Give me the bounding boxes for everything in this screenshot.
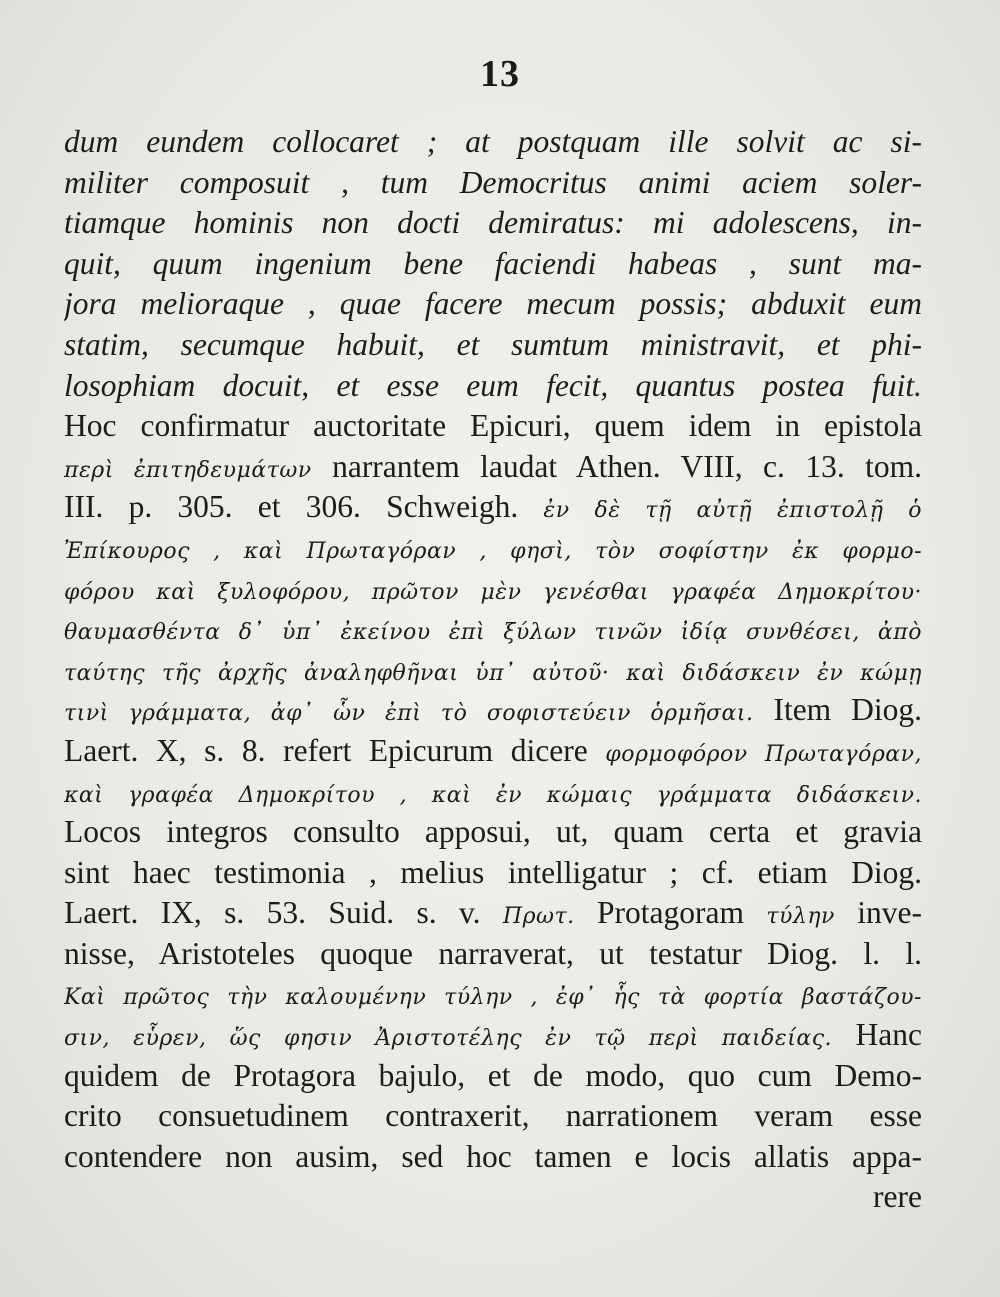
italic-text: statim, secumque habuit, et sumtum ministravit, et phi- bbox=[64, 326, 922, 362]
roman-text: Locos integros consulto apposui, ut, quam certa et gravia bbox=[64, 814, 922, 850]
text-line bbox=[64, 1015, 922, 1056]
greek-text: ἐν δὲ τῇ αὐτῇ ἐπιστολῇ ὁ bbox=[543, 498, 922, 524]
italic-text: losophiam docuit, et esse eum fecit, quantus postea fuit. bbox=[64, 367, 922, 403]
roman-text: III. p. 305. et 306. Schweigh. bbox=[64, 489, 544, 525]
text-line bbox=[64, 325, 922, 366]
text-line bbox=[64, 122, 922, 163]
italic-text: militer composuit , tum Democritus animi aciem soler- bbox=[64, 164, 922, 200]
greek-text: Πρωτ. bbox=[502, 904, 575, 930]
greek-text: Ἐπίκουρος , καὶ Πρωταγόραν , φησὶ, τὸν σοφίστην ἐκ φορμο- bbox=[64, 538, 922, 564]
roman-text: nisse, Aristoteles quoque narraverat, ut testatur Diog. l. l. bbox=[64, 935, 922, 971]
italic-text: tiamque hominis non docti demiratus: mi adolescens, in- bbox=[64, 205, 922, 241]
text-line bbox=[64, 650, 922, 691]
greek-text: καὶ γραφέα Δημοκρίτου , καὶ ἐν κώμαις γράμματα διδάσκειν. bbox=[64, 782, 922, 808]
roman-text: Item Diog. bbox=[753, 692, 922, 728]
greek-text: περὶ ἐπιτηδευμάτων bbox=[64, 457, 312, 483]
greek-text: σιν, εὗρεν, ὥς φησιν Ἀριστοτέλης ἐν τῷ περὶ παιδείας. bbox=[64, 1026, 833, 1052]
roman-text: crito consuetudinem contraxerit, narrationem veram esse bbox=[64, 1098, 922, 1134]
roman-text: rere bbox=[873, 1179, 922, 1215]
text-line bbox=[64, 934, 922, 975]
text-line bbox=[64, 447, 922, 488]
text-line bbox=[64, 406, 922, 447]
greek-text: τύλην bbox=[766, 904, 835, 930]
roman-text: Laert. IX, s. 53. Suid. s. v. bbox=[64, 895, 503, 931]
greek-text: τινὶ γράμματα, ἀφ᾽ ὧν ἐπὶ τὸ σοφιστεύειν ὁρμῆσαι. bbox=[64, 701, 754, 727]
text-line bbox=[64, 1096, 922, 1137]
greek-text: Καὶ πρῶτος τὴν καλουμένην τύλην , ἐφ᾽ ἧς τὰ φορτία βαστάζου- bbox=[64, 985, 922, 1011]
text-line bbox=[64, 731, 922, 772]
text-line bbox=[64, 487, 922, 528]
body-text bbox=[64, 122, 922, 1218]
text-line bbox=[64, 812, 922, 853]
text-line bbox=[64, 772, 922, 813]
text-line bbox=[64, 853, 922, 894]
greek-text: φορμοφόρον Πρωταγόραν, bbox=[605, 741, 922, 767]
page-number: 13 bbox=[480, 53, 520, 95]
text-line bbox=[64, 569, 922, 610]
text-line bbox=[64, 163, 922, 204]
text-line bbox=[64, 1177, 922, 1218]
text-line bbox=[64, 690, 922, 731]
text-line bbox=[64, 974, 922, 1015]
roman-text: inve- bbox=[834, 895, 922, 931]
roman-text: Protagoram bbox=[574, 895, 767, 931]
roman-text: sint haec testimonia , melius intelligatur ; cf. etiam Diog. bbox=[64, 854, 922, 890]
text-line bbox=[64, 528, 922, 569]
text-line bbox=[64, 203, 922, 244]
text-line bbox=[64, 893, 922, 934]
roman-text: narrantem laudat Athen. VIII, c. 13. tom. bbox=[311, 448, 922, 484]
italic-text: dum eundem collocaret ; at postquam ille solvit ac si- bbox=[64, 124, 922, 159]
greek-text: θαυμασθέντα δ᾽ ὑπ᾽ ἐκείνου ἐπὶ ξύλων τινῶν ἰδίᾳ συνθέσει, ἀπὸ bbox=[64, 620, 922, 646]
roman-text: Laert. X, s. 8. refert Epicurum dicere bbox=[64, 732, 606, 768]
roman-text: contendere non ausim, sed hoc tamen e locis allatis appa- bbox=[64, 1138, 922, 1174]
italic-text: jora melioraque , quae facere mecum possis; abduxit eum bbox=[64, 286, 922, 322]
text-line bbox=[64, 244, 922, 285]
roman-text: quidem de Protagora bajulo, et de modo, quo cum Demo- bbox=[64, 1057, 922, 1093]
text-line bbox=[64, 1137, 922, 1178]
roman-text: Hanc bbox=[832, 1017, 922, 1053]
greek-text: φόρου καὶ ξυλοφόρου, πρῶτον μὲν γενέσθαι γραφέα Δημοκρίτου· bbox=[64, 579, 922, 605]
text-line bbox=[64, 1056, 922, 1097]
roman-text: Hoc confirmatur auctoritate Epicuri, quem idem in epistola bbox=[64, 408, 922, 444]
italic-text: quit, quum ingenium bene faciendi habeas , sunt ma- bbox=[64, 245, 922, 281]
greek-text: ταύτης τῆς ἀρχῆς ἀναληφθῆναι ὑπ᾽ αὐτοῦ· καὶ διδάσκειν ἐν κώμῃ bbox=[64, 660, 922, 686]
text-line bbox=[64, 366, 922, 407]
text-line bbox=[64, 609, 922, 650]
text-line bbox=[64, 284, 922, 325]
